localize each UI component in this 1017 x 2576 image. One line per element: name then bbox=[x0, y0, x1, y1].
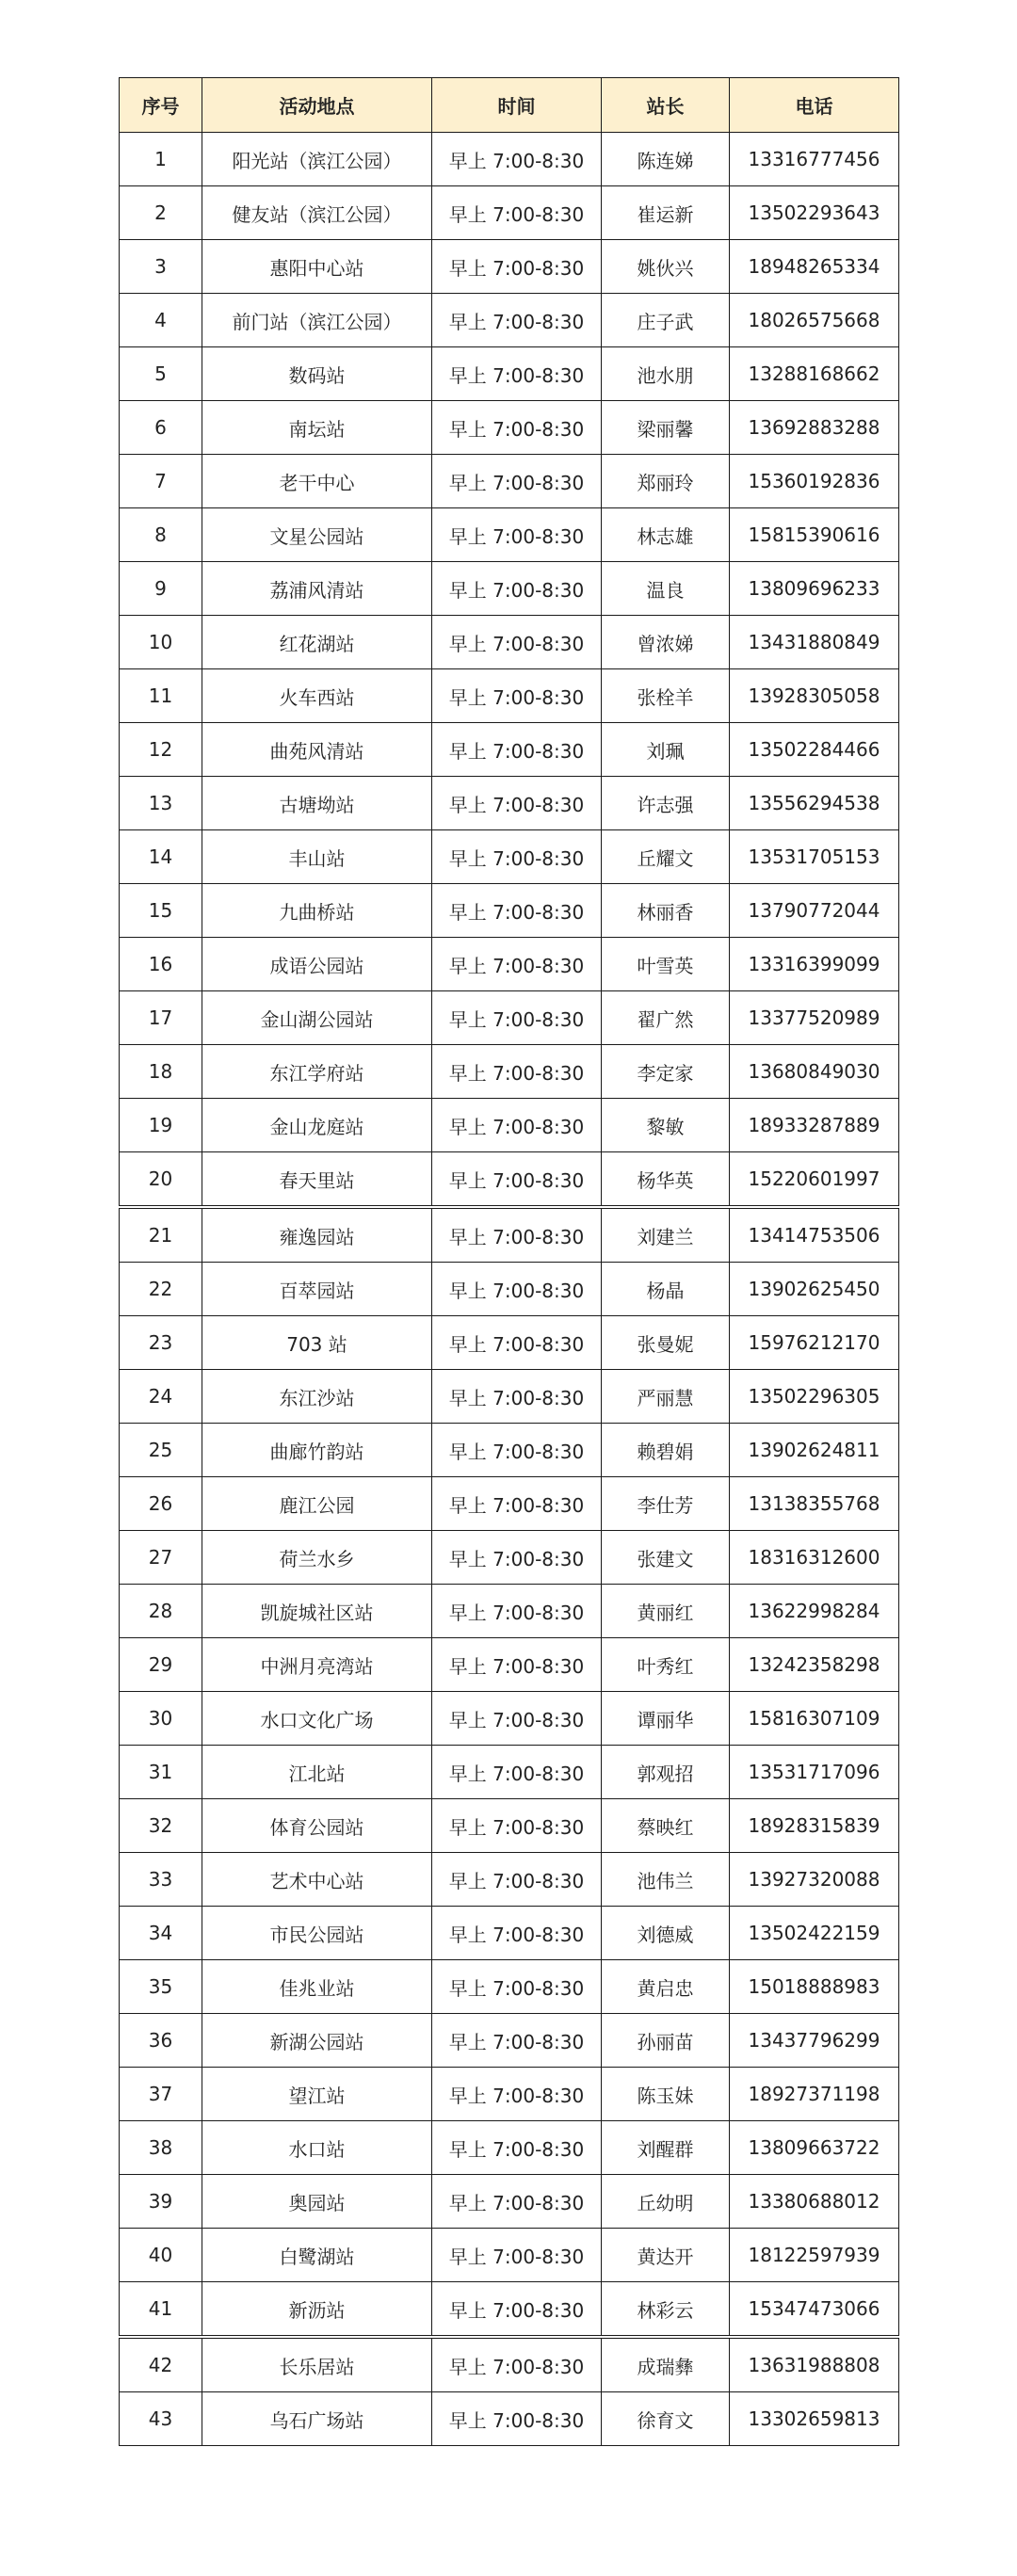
header-no: 序号 bbox=[120, 78, 202, 133]
cell-time: 早上 7:00-8:30 bbox=[432, 2175, 602, 2229]
cell-leader: 庄子武 bbox=[602, 294, 730, 347]
cell-phone: 13622998284 bbox=[730, 1585, 899, 1638]
cell-leader: 杨晶 bbox=[602, 1263, 730, 1316]
cell-time: 早上 7:00-8:30 bbox=[432, 2337, 602, 2392]
cell-place: 金山龙庭站 bbox=[202, 1099, 432, 1152]
cell-no: 26 bbox=[120, 1477, 202, 1531]
cell-place: 东江沙站 bbox=[202, 1370, 432, 1424]
cell-leader: 翟广然 bbox=[602, 991, 730, 1045]
cell-place: 白鹭湖站 bbox=[202, 2229, 432, 2282]
cell-phone: 18122597939 bbox=[730, 2229, 899, 2282]
cell-no: 2 bbox=[120, 186, 202, 240]
cell-leader: 丘幼明 bbox=[602, 2175, 730, 2229]
cell-time: 早上 7:00-8:30 bbox=[432, 2121, 602, 2175]
cell-time: 早上 7:00-8:30 bbox=[432, 1099, 602, 1152]
cell-place: 成语公园站 bbox=[202, 938, 432, 991]
cell-no: 39 bbox=[120, 2175, 202, 2229]
cell-phone: 15220601997 bbox=[730, 1152, 899, 1208]
cell-place: 古塘坳站 bbox=[202, 777, 432, 830]
cell-leader: 梁丽馨 bbox=[602, 401, 730, 455]
table-row bbox=[120, 2282, 899, 2338]
cell-no: 11 bbox=[120, 669, 202, 723]
cell-time: 早上 7:00-8:30 bbox=[432, 401, 602, 455]
cell-no: 31 bbox=[120, 1746, 202, 1799]
cell-place: 长乐居站 bbox=[202, 2337, 432, 2392]
cell-no: 33 bbox=[120, 1853, 202, 1907]
table-body bbox=[120, 133, 899, 2446]
table-row bbox=[120, 1907, 899, 1960]
cell-no: 38 bbox=[120, 2121, 202, 2175]
cell-place: 火车西站 bbox=[202, 669, 432, 723]
cell-time: 早上 7:00-8:30 bbox=[432, 777, 602, 830]
cell-time: 早上 7:00-8:30 bbox=[432, 1638, 602, 1692]
cell-leader: 丘耀文 bbox=[602, 830, 730, 884]
cell-phone: 18026575668 bbox=[730, 294, 899, 347]
cell-phone: 13316399099 bbox=[730, 938, 899, 991]
cell-time: 早上 7:00-8:30 bbox=[432, 455, 602, 508]
cell-leader: 池水朋 bbox=[602, 347, 730, 401]
cell-place: 奥园站 bbox=[202, 2175, 432, 2229]
cell-no: 24 bbox=[120, 1370, 202, 1424]
table-row bbox=[120, 1316, 899, 1370]
table-row bbox=[120, 1853, 899, 1907]
cell-phone: 13288168662 bbox=[730, 347, 899, 401]
cell-place: 荷兰水乡 bbox=[202, 1531, 432, 1585]
cell-place: 703 站 bbox=[202, 1316, 432, 1370]
table-row bbox=[120, 616, 899, 669]
table-row bbox=[120, 777, 899, 830]
cell-time: 早上 7:00-8:30 bbox=[432, 1585, 602, 1638]
cell-no: 27 bbox=[120, 1531, 202, 1585]
cell-place: 曲廊竹韵站 bbox=[202, 1424, 432, 1477]
cell-leader: 谭丽华 bbox=[602, 1692, 730, 1746]
cell-phone: 13902625450 bbox=[730, 1263, 899, 1316]
cell-place: 健友站（滨江公园） bbox=[202, 186, 432, 240]
cell-phone: 15347473066 bbox=[730, 2282, 899, 2338]
table-row bbox=[120, 991, 899, 1045]
table-row bbox=[120, 1152, 899, 1208]
cell-time: 早上 7:00-8:30 bbox=[432, 1263, 602, 1316]
cell-place: 前门站（滨江公园） bbox=[202, 294, 432, 347]
cell-leader: 张建文 bbox=[602, 1531, 730, 1585]
cell-place: 文星公园站 bbox=[202, 508, 432, 562]
cell-time: 早上 7:00-8:30 bbox=[432, 938, 602, 991]
cell-no: 5 bbox=[120, 347, 202, 401]
cell-leader: 黄启忠 bbox=[602, 1960, 730, 2014]
cell-time: 早上 7:00-8:30 bbox=[432, 991, 602, 1045]
cell-time: 早上 7:00-8:30 bbox=[432, 133, 602, 186]
cell-phone: 18927371198 bbox=[730, 2068, 899, 2121]
cell-place: 体育公园站 bbox=[202, 1799, 432, 1853]
cell-leader: 李定家 bbox=[602, 1045, 730, 1099]
cell-phone: 15360192836 bbox=[730, 455, 899, 508]
cell-time: 早上 7:00-8:30 bbox=[432, 1152, 602, 1208]
cell-no: 8 bbox=[120, 508, 202, 562]
table-row bbox=[120, 347, 899, 401]
cell-phone: 13680849030 bbox=[730, 1045, 899, 1099]
cell-place: 水口站 bbox=[202, 2121, 432, 2175]
cell-place: 水口文化广场 bbox=[202, 1692, 432, 1746]
cell-leader: 赖碧娟 bbox=[602, 1424, 730, 1477]
cell-place: 红花湖站 bbox=[202, 616, 432, 669]
table-row bbox=[120, 1799, 899, 1853]
cell-phone: 13431880849 bbox=[730, 616, 899, 669]
cell-leader: 许志强 bbox=[602, 777, 730, 830]
cell-phone: 18928315839 bbox=[730, 1799, 899, 1853]
cell-time: 早上 7:00-8:30 bbox=[432, 830, 602, 884]
cell-place: 乌石广场站 bbox=[202, 2392, 432, 2446]
table-row bbox=[120, 1207, 899, 1263]
cell-no: 9 bbox=[120, 562, 202, 616]
table-row bbox=[120, 240, 899, 294]
cell-no: 35 bbox=[120, 1960, 202, 2014]
cell-time: 早上 7:00-8:30 bbox=[432, 669, 602, 723]
header-phone: 电话 bbox=[730, 78, 899, 133]
cell-leader: 张栓羊 bbox=[602, 669, 730, 723]
cell-leader: 黄丽红 bbox=[602, 1585, 730, 1638]
cell-time: 早上 7:00-8:30 bbox=[432, 1692, 602, 1746]
cell-leader: 姚伙兴 bbox=[602, 240, 730, 294]
cell-phone: 15018888983 bbox=[730, 1960, 899, 2014]
cell-phone: 13531705153 bbox=[730, 830, 899, 884]
cell-place: 九曲桥站 bbox=[202, 884, 432, 938]
cell-leader: 池伟兰 bbox=[602, 1853, 730, 1907]
cell-leader: 徐育文 bbox=[602, 2392, 730, 2446]
header-row bbox=[120, 78, 899, 133]
cell-phone: 18316312600 bbox=[730, 1531, 899, 1585]
table-row bbox=[120, 562, 899, 616]
table-row bbox=[120, 1263, 899, 1316]
cell-phone: 13928305058 bbox=[730, 669, 899, 723]
cell-place: 中洲月亮湾站 bbox=[202, 1638, 432, 1692]
cell-phone: 15816307109 bbox=[730, 1692, 899, 1746]
cell-place: 春天里站 bbox=[202, 1152, 432, 1208]
table-row bbox=[120, 723, 899, 777]
cell-no: 21 bbox=[120, 1207, 202, 1263]
cell-phone: 13556294538 bbox=[730, 777, 899, 830]
cell-place: 市民公园站 bbox=[202, 1907, 432, 1960]
header-place: 活动地点 bbox=[202, 78, 432, 133]
cell-no: 1 bbox=[120, 133, 202, 186]
cell-leader: 陈玉妹 bbox=[602, 2068, 730, 2121]
cell-leader: 张曼妮 bbox=[602, 1316, 730, 1370]
cell-time: 早上 7:00-8:30 bbox=[432, 2068, 602, 2121]
cell-time: 早上 7:00-8:30 bbox=[432, 562, 602, 616]
cell-no: 12 bbox=[120, 723, 202, 777]
table-row bbox=[120, 1638, 899, 1692]
cell-place: 望江站 bbox=[202, 2068, 432, 2121]
cell-place: 曲苑风清站 bbox=[202, 723, 432, 777]
cell-time: 早上 7:00-8:30 bbox=[432, 2282, 602, 2338]
cell-time: 早上 7:00-8:30 bbox=[432, 1531, 602, 1585]
cell-phone: 13790772044 bbox=[730, 884, 899, 938]
cell-time: 早上 7:00-8:30 bbox=[432, 616, 602, 669]
cell-no: 30 bbox=[120, 1692, 202, 1746]
cell-leader: 蔡映红 bbox=[602, 1799, 730, 1853]
cell-no: 20 bbox=[120, 1152, 202, 1208]
cell-no: 14 bbox=[120, 830, 202, 884]
table-row bbox=[120, 1045, 899, 1099]
table-row bbox=[120, 1099, 899, 1152]
cell-time: 早上 7:00-8:30 bbox=[432, 1907, 602, 1960]
cell-no: 28 bbox=[120, 1585, 202, 1638]
cell-leader: 黎敏 bbox=[602, 1099, 730, 1152]
table-row bbox=[120, 2229, 899, 2282]
cell-time: 早上 7:00-8:30 bbox=[432, 1316, 602, 1370]
cell-time: 早上 7:00-8:30 bbox=[432, 508, 602, 562]
cell-time: 早上 7:00-8:30 bbox=[432, 884, 602, 938]
cell-leader: 林志雄 bbox=[602, 508, 730, 562]
cell-place: 惠阳中心站 bbox=[202, 240, 432, 294]
cell-no: 34 bbox=[120, 1907, 202, 1960]
cell-phone: 13531717096 bbox=[730, 1746, 899, 1799]
cell-phone: 13692883288 bbox=[730, 401, 899, 455]
header-time: 时间 bbox=[432, 78, 602, 133]
cell-time: 早上 7:00-8:30 bbox=[432, 1799, 602, 1853]
cell-leader: 陈连娣 bbox=[602, 133, 730, 186]
table-row bbox=[120, 2392, 899, 2446]
cell-no: 25 bbox=[120, 1424, 202, 1477]
table-row bbox=[120, 1477, 899, 1531]
cell-time: 早上 7:00-8:30 bbox=[432, 294, 602, 347]
cell-phone: 13502284466 bbox=[730, 723, 899, 777]
table-row bbox=[120, 1424, 899, 1477]
cell-leader: 杨华英 bbox=[602, 1152, 730, 1208]
table-row bbox=[120, 1370, 899, 1424]
cell-leader: 孙丽苗 bbox=[602, 2014, 730, 2068]
table-row bbox=[120, 1692, 899, 1746]
cell-leader: 黄达开 bbox=[602, 2229, 730, 2282]
cell-place: 佳兆业站 bbox=[202, 1960, 432, 2014]
cell-leader: 成瑞彝 bbox=[602, 2337, 730, 2392]
cell-phone: 13302659813 bbox=[730, 2392, 899, 2446]
cell-time: 早上 7:00-8:30 bbox=[432, 347, 602, 401]
cell-phone: 15815390616 bbox=[730, 508, 899, 562]
cell-leader: 郭观招 bbox=[602, 1746, 730, 1799]
table-row bbox=[120, 186, 899, 240]
cell-phone: 13809663722 bbox=[730, 2121, 899, 2175]
cell-leader: 林彩云 bbox=[602, 2282, 730, 2338]
cell-place: 凯旋城社区站 bbox=[202, 1585, 432, 1638]
cell-phone: 13502296305 bbox=[730, 1370, 899, 1424]
cell-phone: 13138355768 bbox=[730, 1477, 899, 1531]
cell-no: 6 bbox=[120, 401, 202, 455]
cell-no: 22 bbox=[120, 1263, 202, 1316]
table-row bbox=[120, 294, 899, 347]
table-row bbox=[120, 938, 899, 991]
header-leader: 站长 bbox=[602, 78, 730, 133]
cell-time: 早上 7:00-8:30 bbox=[432, 1746, 602, 1799]
cell-place: 丰山站 bbox=[202, 830, 432, 884]
cell-leader: 叶秀红 bbox=[602, 1638, 730, 1692]
cell-phone: 15976212170 bbox=[730, 1316, 899, 1370]
table-row bbox=[120, 2121, 899, 2175]
cell-phone: 13502293643 bbox=[730, 186, 899, 240]
table-row bbox=[120, 508, 899, 562]
cell-leader: 林丽香 bbox=[602, 884, 730, 938]
table-row bbox=[120, 2014, 899, 2068]
cell-time: 早上 7:00-8:30 bbox=[432, 1370, 602, 1424]
table-row bbox=[120, 455, 899, 508]
cell-leader: 温良 bbox=[602, 562, 730, 616]
cell-leader: 刘建兰 bbox=[602, 1207, 730, 1263]
cell-phone: 18933287889 bbox=[730, 1099, 899, 1152]
cell-time: 早上 7:00-8:30 bbox=[432, 1853, 602, 1907]
table-row bbox=[120, 2068, 899, 2121]
cell-leader: 叶雪英 bbox=[602, 938, 730, 991]
cell-no: 32 bbox=[120, 1799, 202, 1853]
cell-phone: 13437796299 bbox=[730, 2014, 899, 2068]
table-header bbox=[120, 78, 899, 133]
cell-no: 43 bbox=[120, 2392, 202, 2446]
cell-no: 16 bbox=[120, 938, 202, 991]
cell-no: 7 bbox=[120, 455, 202, 508]
cell-phone: 13809696233 bbox=[730, 562, 899, 616]
station-table bbox=[119, 77, 899, 2446]
cell-time: 早上 7:00-8:30 bbox=[432, 723, 602, 777]
cell-place: 新沥站 bbox=[202, 2282, 432, 2338]
table-row bbox=[120, 401, 899, 455]
cell-place: 南坛站 bbox=[202, 401, 432, 455]
cell-no: 10 bbox=[120, 616, 202, 669]
cell-phone: 13631988808 bbox=[730, 2337, 899, 2392]
cell-place: 金山湖公园站 bbox=[202, 991, 432, 1045]
table-row bbox=[120, 830, 899, 884]
cell-place: 百萃园站 bbox=[202, 1263, 432, 1316]
table-row bbox=[120, 1960, 899, 2014]
cell-time: 早上 7:00-8:30 bbox=[432, 1477, 602, 1531]
cell-phone: 13927320088 bbox=[730, 1853, 899, 1907]
cell-leader: 刘德威 bbox=[602, 1907, 730, 1960]
cell-time: 早上 7:00-8:30 bbox=[432, 1960, 602, 2014]
cell-place: 阳光站（滨江公园） bbox=[202, 133, 432, 186]
cell-no: 36 bbox=[120, 2014, 202, 2068]
cell-time: 早上 7:00-8:30 bbox=[432, 240, 602, 294]
cell-place: 艺术中心站 bbox=[202, 1853, 432, 1907]
table-row bbox=[120, 2175, 899, 2229]
cell-no: 17 bbox=[120, 991, 202, 1045]
cell-leader: 严丽慧 bbox=[602, 1370, 730, 1424]
cell-time: 早上 7:00-8:30 bbox=[432, 2229, 602, 2282]
cell-no: 18 bbox=[120, 1045, 202, 1099]
cell-leader: 崔运新 bbox=[602, 186, 730, 240]
cell-phone: 13902624811 bbox=[730, 1424, 899, 1477]
cell-place: 雍逸园站 bbox=[202, 1207, 432, 1263]
cell-no: 42 bbox=[120, 2337, 202, 2392]
cell-phone: 13414753506 bbox=[730, 1207, 899, 1263]
table-row bbox=[120, 1746, 899, 1799]
cell-leader: 郑丽玲 bbox=[602, 455, 730, 508]
cell-place: 江北站 bbox=[202, 1746, 432, 1799]
cell-no: 23 bbox=[120, 1316, 202, 1370]
cell-no: 29 bbox=[120, 1638, 202, 1692]
cell-phone: 13380688012 bbox=[730, 2175, 899, 2229]
table-row bbox=[120, 884, 899, 938]
cell-place: 鹿江公园 bbox=[202, 1477, 432, 1531]
table-row bbox=[120, 2337, 899, 2392]
cell-place: 老干中心 bbox=[202, 455, 432, 508]
cell-phone: 18948265334 bbox=[730, 240, 899, 294]
cell-time: 早上 7:00-8:30 bbox=[432, 186, 602, 240]
cell-leader: 李仕芳 bbox=[602, 1477, 730, 1531]
table-row bbox=[120, 669, 899, 723]
cell-no: 15 bbox=[120, 884, 202, 938]
cell-no: 41 bbox=[120, 2282, 202, 2338]
cell-phone: 13242358298 bbox=[730, 1638, 899, 1692]
cell-no: 19 bbox=[120, 1099, 202, 1152]
cell-no: 37 bbox=[120, 2068, 202, 2121]
cell-no: 13 bbox=[120, 777, 202, 830]
cell-place: 荔浦风清站 bbox=[202, 562, 432, 616]
cell-phone: 13502422159 bbox=[730, 1907, 899, 1960]
cell-no: 3 bbox=[120, 240, 202, 294]
cell-place: 新湖公园站 bbox=[202, 2014, 432, 2068]
cell-time: 早上 7:00-8:30 bbox=[432, 2014, 602, 2068]
table-row bbox=[120, 133, 899, 186]
table-row bbox=[120, 1531, 899, 1585]
cell-leader: 刘珮 bbox=[602, 723, 730, 777]
cell-time: 早上 7:00-8:30 bbox=[432, 2392, 602, 2446]
cell-time: 早上 7:00-8:30 bbox=[432, 1207, 602, 1263]
cell-place: 东江学府站 bbox=[202, 1045, 432, 1099]
cell-time: 早上 7:00-8:30 bbox=[432, 1424, 602, 1477]
cell-time: 早上 7:00-8:30 bbox=[432, 1045, 602, 1099]
station-schedule-sheet bbox=[119, 77, 898, 2446]
cell-no: 40 bbox=[120, 2229, 202, 2282]
cell-phone: 13377520989 bbox=[730, 991, 899, 1045]
cell-place: 数码站 bbox=[202, 347, 432, 401]
cell-leader: 曾浓娣 bbox=[602, 616, 730, 669]
cell-phone: 13316777456 bbox=[730, 133, 899, 186]
table-row bbox=[120, 1585, 899, 1638]
cell-no: 4 bbox=[120, 294, 202, 347]
cell-leader: 刘醒群 bbox=[602, 2121, 730, 2175]
